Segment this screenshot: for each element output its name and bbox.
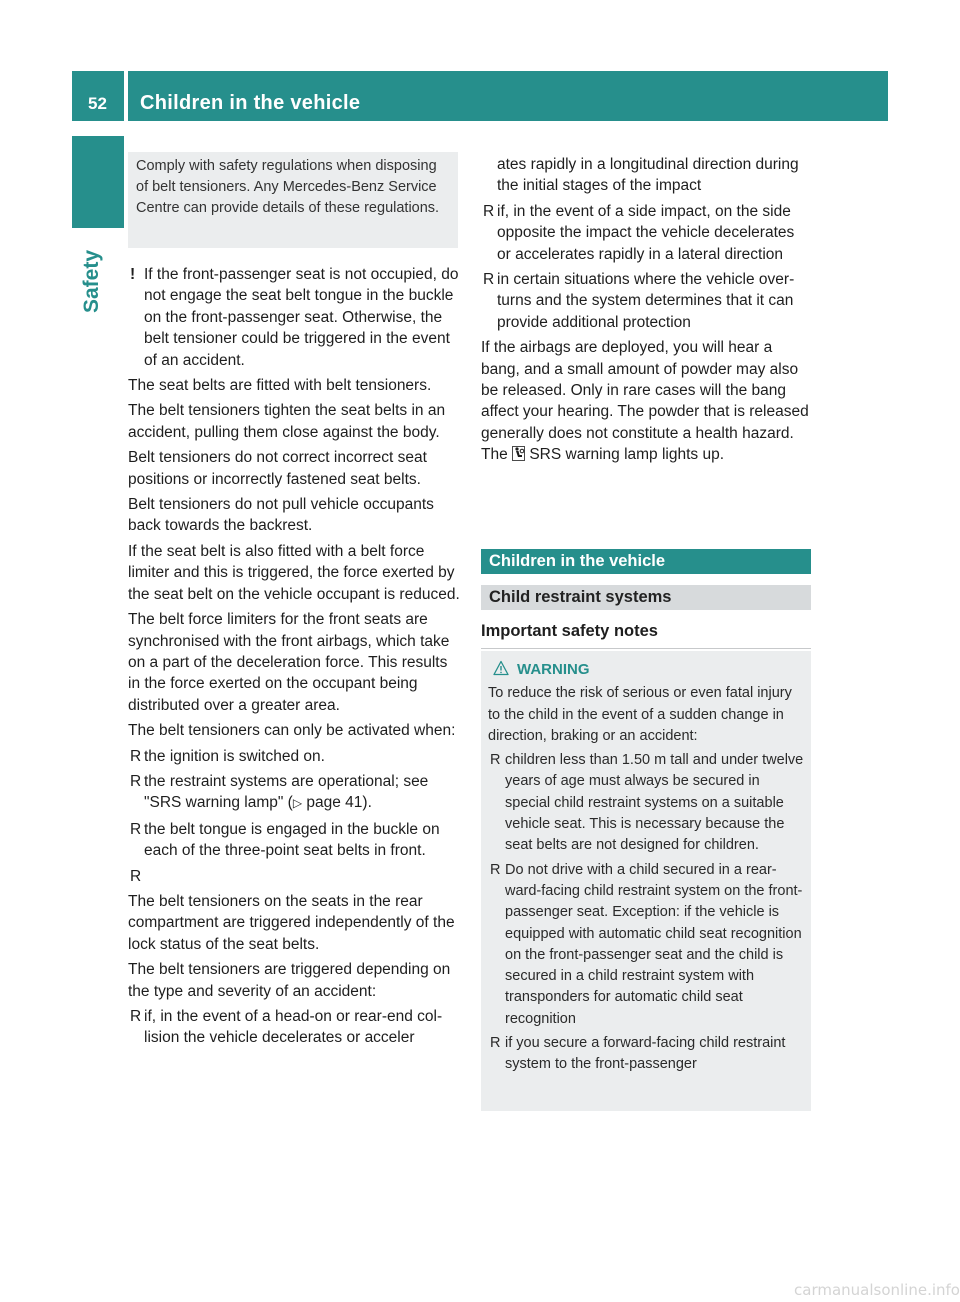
list-item xyxy=(481,269,811,333)
left-column xyxy=(128,264,460,1053)
list-item xyxy=(488,1033,804,1076)
section-heading: Children in the vehicle xyxy=(481,549,811,574)
paragraph: The belt tensioners on the seats in the rear compartment are triggered independently of the lock status of the seat belts. xyxy=(128,892,455,953)
watermark: carmanualsonline.info xyxy=(794,1281,960,1299)
warning-box xyxy=(481,651,811,1111)
page-reference-link[interactable]: page 41). xyxy=(302,794,372,812)
list-item-text: Do not drive with a child secured in a rear-ward-facing child restraint system on the front-passenger seat. Exception: if the vehicle is equipped with automatic child seat recognition on the front-passenger seat and the child is secured in a child restraint system with transponders for automatic child seat recognition xyxy=(505,861,803,1027)
subsection-heading: Child restraint systems xyxy=(481,585,811,610)
page-number: 52 xyxy=(88,94,107,113)
divider xyxy=(481,648,811,649)
list-item xyxy=(128,1006,460,1049)
list-item xyxy=(488,860,804,1030)
right-column xyxy=(481,154,811,470)
bullet-mark: R xyxy=(130,772,142,790)
bullet-mark: R xyxy=(130,1008,142,1025)
bullet-mark: R xyxy=(130,747,142,765)
bullet-mark: R xyxy=(483,271,495,289)
list-item-text: if you secure a forward-facing child restraint system to the front-passenger xyxy=(505,1035,786,1073)
chapter-tab xyxy=(72,136,124,228)
list-item-text: the restraint systems are operational; see "SRS warning lamp" ( xyxy=(144,772,429,812)
warning-intro: To reduce the risk of serious or even fatal injury to the child in the event of a sudden change in direction, braking or an accident: xyxy=(488,685,792,744)
bullet-mark: R xyxy=(490,861,501,878)
continued-text: ates rapidly in a longitudinal direction during the initial stages of the impact xyxy=(497,156,799,195)
list-item xyxy=(128,819,460,862)
paragraph: Belt tensioners do not pull vehicle occupants back towards the backrest. xyxy=(128,496,434,535)
bullet-mark: R xyxy=(130,867,142,885)
subheading: Important safety notes xyxy=(481,622,658,640)
list-item-text: if, in the event of a side impact, on the side opposite the impact the vehicle decelerates or accelerates rapidly in a lateral direction xyxy=(497,202,795,263)
list-item xyxy=(128,771,460,815)
paragraph: If the seat belt is also fitted with a belt force limiter and this is triggered, the force exerted by the seat belt on the vehicle occupant is reduced. xyxy=(128,542,460,603)
warning-title: WARNING xyxy=(517,661,590,678)
caution-text: If the front-passenger seat is not occupied, do not engage the seat belt tongue in the buckle on the front-passenger seat. Otherwise, the belt tensioner could be triggered in the event of an accident. xyxy=(144,266,459,369)
srs-warning-lamp-icon xyxy=(512,446,525,461)
list-item-text: the ignition is switched on. xyxy=(144,747,325,765)
paragraph-text: If the airbags are deployed, you will hear a bang, and a small amount of powder may also be released. Only in rare cases will the bang affect your hearing. The powder that is released generally does not constitute a health hazard. The xyxy=(481,339,809,464)
paragraph: The belt tensioners tighten the seat belts in an accident, pulling them close against the body. xyxy=(128,402,446,441)
page-title: Children in the vehicle xyxy=(140,92,361,114)
list-item-text: if, in the event of a head-on or rear-end collision the vehicle decelerates or acceler xyxy=(144,1008,443,1047)
bullet-mark: R xyxy=(490,1035,501,1052)
bullet-mark: R xyxy=(490,752,501,769)
warning-triangle-icon xyxy=(493,660,509,676)
list-item-empty xyxy=(128,866,460,887)
list-item-text: the belt tongue is engaged in the buckle on each of the three-point seat belts in front. xyxy=(144,820,440,860)
note-text: Comply with safety regulations when disposing of belt tensioners. Any Mercedes-Benz Service Centre can provide details of these regulations. xyxy=(136,158,440,216)
list-item xyxy=(128,746,460,767)
paragraph-text: SRS warning lamp lights up. xyxy=(525,446,725,464)
bullet-mark: R xyxy=(483,202,495,220)
paragraph: The belt tensioners can only be activated when: xyxy=(128,722,456,740)
paragraph: The seat belts are fitted with belt tensioners. xyxy=(128,377,432,395)
chapter-label: Safety xyxy=(80,249,103,313)
paragraph: Belt tensioners do not correct incorrect seat positions or incorrectly fastened seat belts. xyxy=(128,449,427,488)
list-item-text: children less than 1.50 m tall and under twelve years of age must always be secured in special child restraint systems on a suitable vehicle seat. This is necessary because the seat belts are not designed for children. xyxy=(505,752,804,854)
paragraph: The belt force limiters for the front seats are synchronised with the front airbags, which take on a part of the deceleration force. This results in the force exerted on the occupant being distributed over a greater area. xyxy=(128,611,450,714)
bullet-mark: R xyxy=(130,820,142,838)
list-item xyxy=(481,201,811,265)
paragraph xyxy=(481,337,811,465)
caution-paragraph xyxy=(128,264,460,371)
note-box xyxy=(128,152,458,248)
paragraph: The belt tensioners are triggered depending on the type and severity of an accident: xyxy=(128,961,451,1000)
caution-mark: ! xyxy=(130,266,136,283)
page-reference-arrow-icon: ▷ xyxy=(292,796,303,811)
list-item-text: in certain situations where the vehicle overturns and the system determines that it can provide additional protection xyxy=(497,271,795,331)
list-item xyxy=(488,750,804,856)
warning-heading xyxy=(488,659,804,680)
